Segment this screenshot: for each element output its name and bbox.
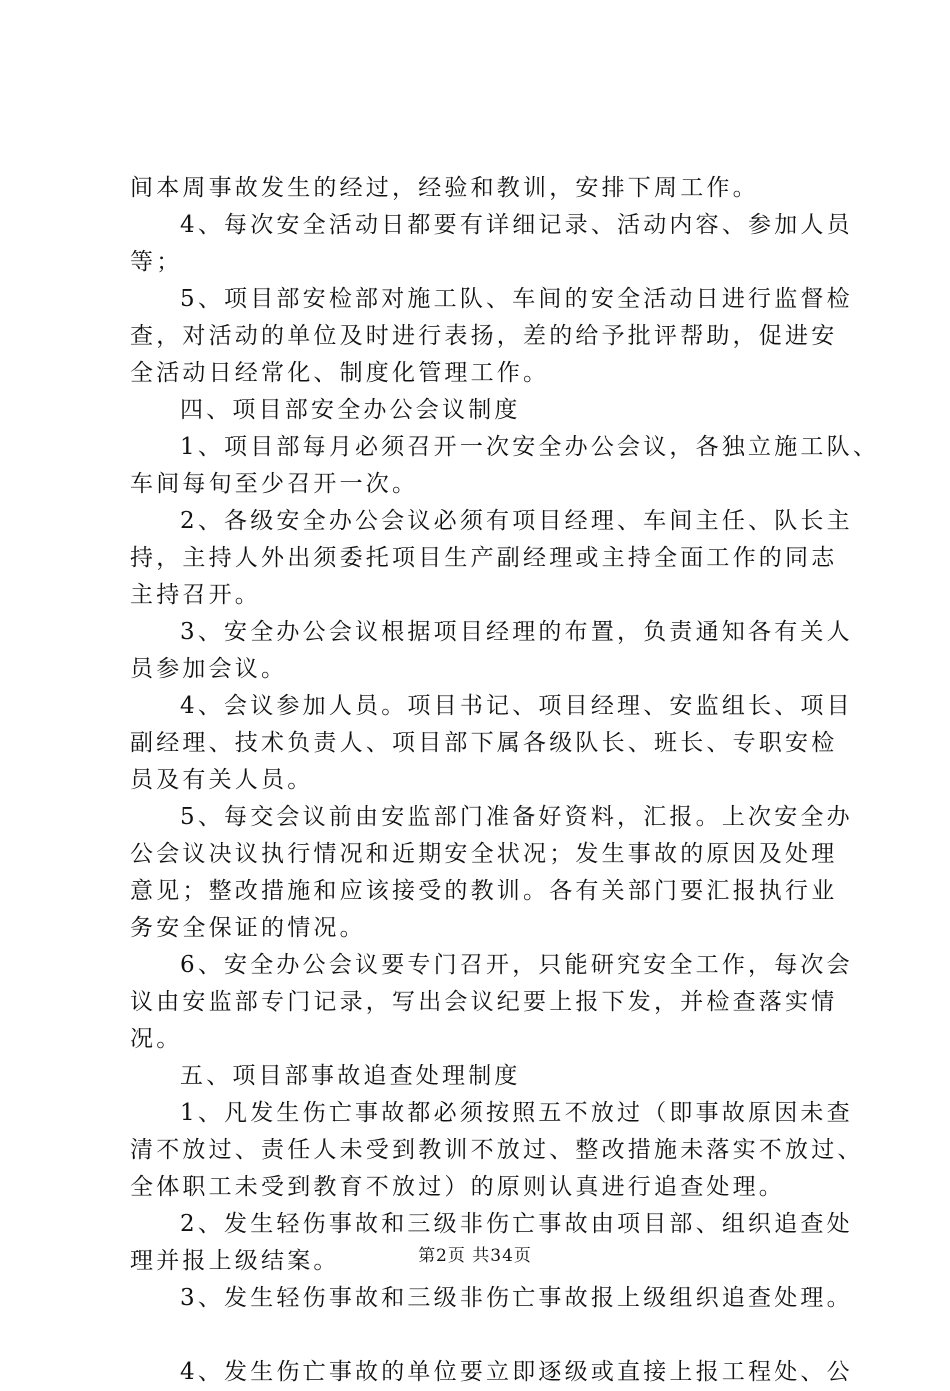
text-line: 全活动日经常化、制度化管理工作。: [130, 360, 550, 386]
text-line: 5、每交会议前由安监部门准备好资料，汇报。上次安全办: [180, 804, 853, 830]
text-line: 清不放过、责任人未受到教训不放过、整改措施未落实不放过、: [130, 1137, 864, 1163]
text-line: 主持召开。: [130, 582, 261, 608]
text-line: 持，主持人外出须委托项目生产副经理或主持全面工作的同志: [130, 545, 838, 571]
text-line: 务安全保证的情况。: [130, 915, 366, 941]
text-line: 5、项目部安检部对施工队、车间的安全活动日进行监督检: [180, 286, 853, 312]
text-line: 3、安全办公会议根据项目经理的布置，负责通知各有关人: [180, 619, 853, 645]
text-line: 公会议决议执行情况和近期安全状况；发生事故的原因及处理: [130, 841, 838, 867]
page-footer: 第2页 共34页: [418, 1246, 532, 1266]
text-line: 间本周事故发生的经过，经验和教训，安排下周工作。: [130, 175, 759, 201]
document-body: [130, 170, 880, 1391]
text-line: 3、发生轻伤事故和三级非伤亡事故报上级组织追查处理。: [180, 1285, 853, 1311]
text-line: 况。: [130, 1026, 183, 1052]
text-line: 查，对活动的单位及时进行表扬，差的给予批评帮助，促进安: [130, 323, 838, 349]
text-line: 4、会议参加人员。项目书记、项目经理、安监组长、项目: [180, 693, 853, 719]
text-line: 副经理、技术负责人、项目部下属各级队长、班长、专职安检: [130, 730, 838, 756]
text-line: 4、发生伤亡事故的单位要立即逐级或直接上报工程处、公: [180, 1359, 853, 1385]
text-line: 全体职工未受到教育不放过）的原则认真进行追查处理。: [130, 1174, 785, 1200]
text-line: 车间每旬至少召开一次。: [130, 471, 419, 497]
text-line: 2、发生轻伤事故和三级非伤亡事故由项目部、组织追查处: [180, 1211, 853, 1237]
text-line: 议由安监部专门记录，写出会议纪要上报下发，并检查落实情: [130, 989, 838, 1015]
text-line: 6、安全办公会议要专门召开，只能研究安全工作，每次会: [180, 952, 853, 978]
text-line: 意见；整改措施和应该接受的教训。各有关部门要汇报执行业: [130, 878, 838, 904]
text-line: 员及有关人员。: [130, 767, 314, 793]
text-line: 1、凡发生伤亡事故都必须按照五不放过（即事故原因未查: [180, 1100, 853, 1126]
text-line: 理并报上级结案。: [130, 1248, 340, 1274]
text-line: 1、项目部每月必须召开一次安全办公会议，各独立施工队、: [180, 434, 880, 460]
section-heading: 五、项目部事故追查处理制度: [180, 1063, 521, 1089]
blank-line: [130, 1317, 830, 1354]
text-line: 等；: [130, 249, 183, 275]
text-line: 4、每次安全活动日都要有详细记录、活动内容、参加人员: [180, 212, 853, 238]
text-line: 2、各级安全办公会议必须有项目经理、车间主任、队长主: [180, 508, 853, 534]
section-heading: 四、项目部安全办公会议制度: [180, 397, 521, 423]
text-line: 员参加会议。: [130, 656, 288, 682]
